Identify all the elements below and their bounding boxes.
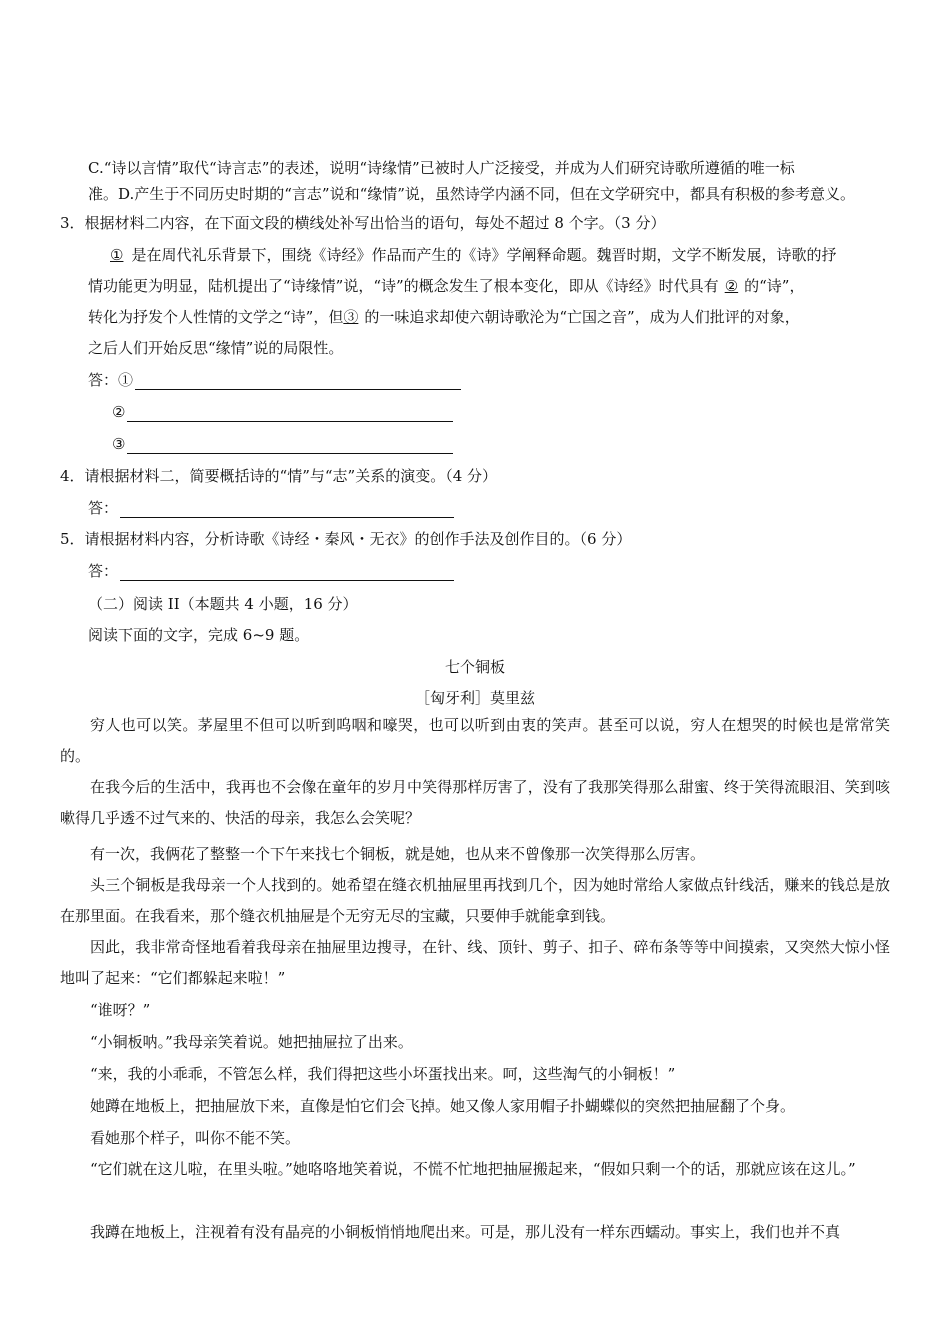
q3-answer-row-2 — [112, 402, 453, 422]
q3-segment-1: 是在周代礼乐背景下，围绕《诗经》作品而产生的《诗》学阐释命题。魏晋时期，文学不断发展，诗歌的抒 — [131, 246, 837, 264]
story-paragraph-4: 头三个铜板是我母亲一个人找到的。她希望在缝衣机抽屉里再找到几个，因为她时常给人家做点针线活，赚来的钱总是放在那里面。在我看来，那个缝衣机抽屉是个无穷无尽的宝藏，只要伸手就能拿到钱。 — [60, 876, 890, 925]
question-3-prompt: 3．根据材料二内容，在下面文段的横线处补写出恰当的语句，每处不超过 8 个字。（3 分） — [60, 214, 666, 232]
q3-answer-mark-3: ③ — [112, 435, 126, 453]
story-paragraph-3: 有一次，我俩花了整整一个下午来找七个铜板，就是她，也从来不曾像那一次笑得那么厉害。 — [90, 845, 706, 863]
question-5-prompt: 5．请根据材料内容，分析诗歌《诗经・秦风・无衣》的创作手法及创作目的。（6 分） — [60, 530, 632, 548]
q3-answer-row-1 — [88, 370, 461, 390]
story-paragraph-6: “谁呀？” — [90, 1001, 151, 1019]
q3-passage-line-2 — [88, 276, 804, 296]
story-paragraph-12: 我蹲在地板上，注视着有没有晶亮的小铜板悄悄地爬出来。可是，那儿没有一样东西蠕动。事实上，我们也并不真 — [90, 1223, 841, 1241]
story-paragraph-7: “小铜板呐。”我母亲笑着说。她把抽屉拉了出来。 — [90, 1033, 413, 1051]
story-title: 七个铜板 — [444, 658, 505, 676]
blank-1: ① — [110, 246, 124, 264]
story-paragraph-8: “来，我的小乖乖，不管怎么样，我们得把这些小坏蛋找出来。呵，这些淘气的小铜板！” — [90, 1065, 676, 1083]
section-2-heading: （二）阅读 II（本题共 4 小题，16 分） — [88, 595, 358, 613]
story-paragraph-5: 因此，我非常奇怪地看着我母亲在抽屉里边搜寻，在针、线、顶针、剪子、扣子、碎布条等等中间摸索，又突然大惊小怪地叫了起来：“它们都躲起来啦！” — [60, 938, 890, 987]
q4-answer-row — [88, 498, 454, 518]
section-2-instruction: 阅读下面的文字，完成 6~9 题。 — [88, 626, 310, 644]
q5-answer-row — [88, 561, 454, 581]
q3-answer-mark-2: ② — [112, 403, 126, 421]
q3-passage-line-3 — [88, 307, 800, 327]
q5-answer-line[interactable] — [120, 566, 454, 581]
q5-answer-label: 答： — [88, 562, 119, 580]
q3-answer-label: 答：① — [88, 371, 134, 389]
option-c-line: C.“诗以言情”取代“诗言志”的表述，说明“诗缘情”已被时人广泛接受，并成为人们研究诗歌所遵循的唯一标 — [88, 159, 795, 177]
answer-line-3[interactable] — [127, 439, 453, 454]
blank-2: ② — [724, 277, 739, 295]
answer-line-1[interactable] — [135, 375, 461, 390]
question-4-prompt: 4．请根据材料二，简要概括诗的“情”与“志”关系的演变。（4 分） — [60, 467, 498, 485]
story-author: ［匈牙利］莫里兹 — [414, 689, 535, 707]
blank-3: ③ — [343, 308, 359, 326]
option-d-line: 准。D.产生于不同历史时期的“言志”说和“缘情”说，虽然诗学内涵不同，但在文学研究中，都具有积极的参考意义。 — [88, 185, 855, 203]
q4-answer-label: 答： — [88, 499, 119, 517]
story-paragraph-2: 在我今后的生活中，我再也不会像在童年的岁月中笑得那样厉害了，没有了我那笑得那么甜蜜、终于笑得流眼泪、笑到咳嗽得几乎透不过气来的、快活的母亲，我怎么会笑呢？ — [60, 778, 890, 827]
answer-line-2[interactable] — [127, 407, 453, 422]
q3-segment-2: 情功能更为明显，陆机提出了“诗缘情”说，“诗”的概念发生了根本变化，即从《诗经》时代具有 — [88, 277, 719, 295]
q3-passage-line-4: 之后人们开始反思“缘情”说的局限性。 — [88, 339, 344, 357]
story-paragraph-10: 看她那个样子，叫你不能不笑。 — [90, 1129, 301, 1147]
q3-segment-3: 的“诗”， — [744, 277, 805, 295]
story-paragraph-11: “它们就在这儿啦，在里头啦。”她咯咯地笑着说，不慌不忙地把抽屉搬起来，“假如只剩一个的话，那就应该在这儿。” — [90, 1160, 856, 1178]
story-paragraph-1: 穷人也可以笑。茅屋里不但可以听到呜咽和嚎哭，也可以听到由衷的笑声。甚至可以说，穷人在想哭的时候也是常常笑的。 — [60, 716, 890, 765]
q3-answer-row-3 — [112, 434, 453, 454]
q3-segment-4: 转化为抒发个人性情的文学之“诗”，但 — [88, 308, 344, 326]
q4-answer-line[interactable] — [120, 503, 454, 518]
q3-segment-5: 的一味追求却使六朝诗歌沦为“亡国之音”，成为人们批评的对象， — [364, 308, 800, 326]
q3-passage-line-1 — [88, 245, 836, 265]
story-paragraph-9: 她蹲在地板上，把抽屉放下来，直像是怕它们会飞掉。她又像人家用帽子扑蝴蝶似的突然把抽屉翻了个身。 — [90, 1097, 796, 1115]
